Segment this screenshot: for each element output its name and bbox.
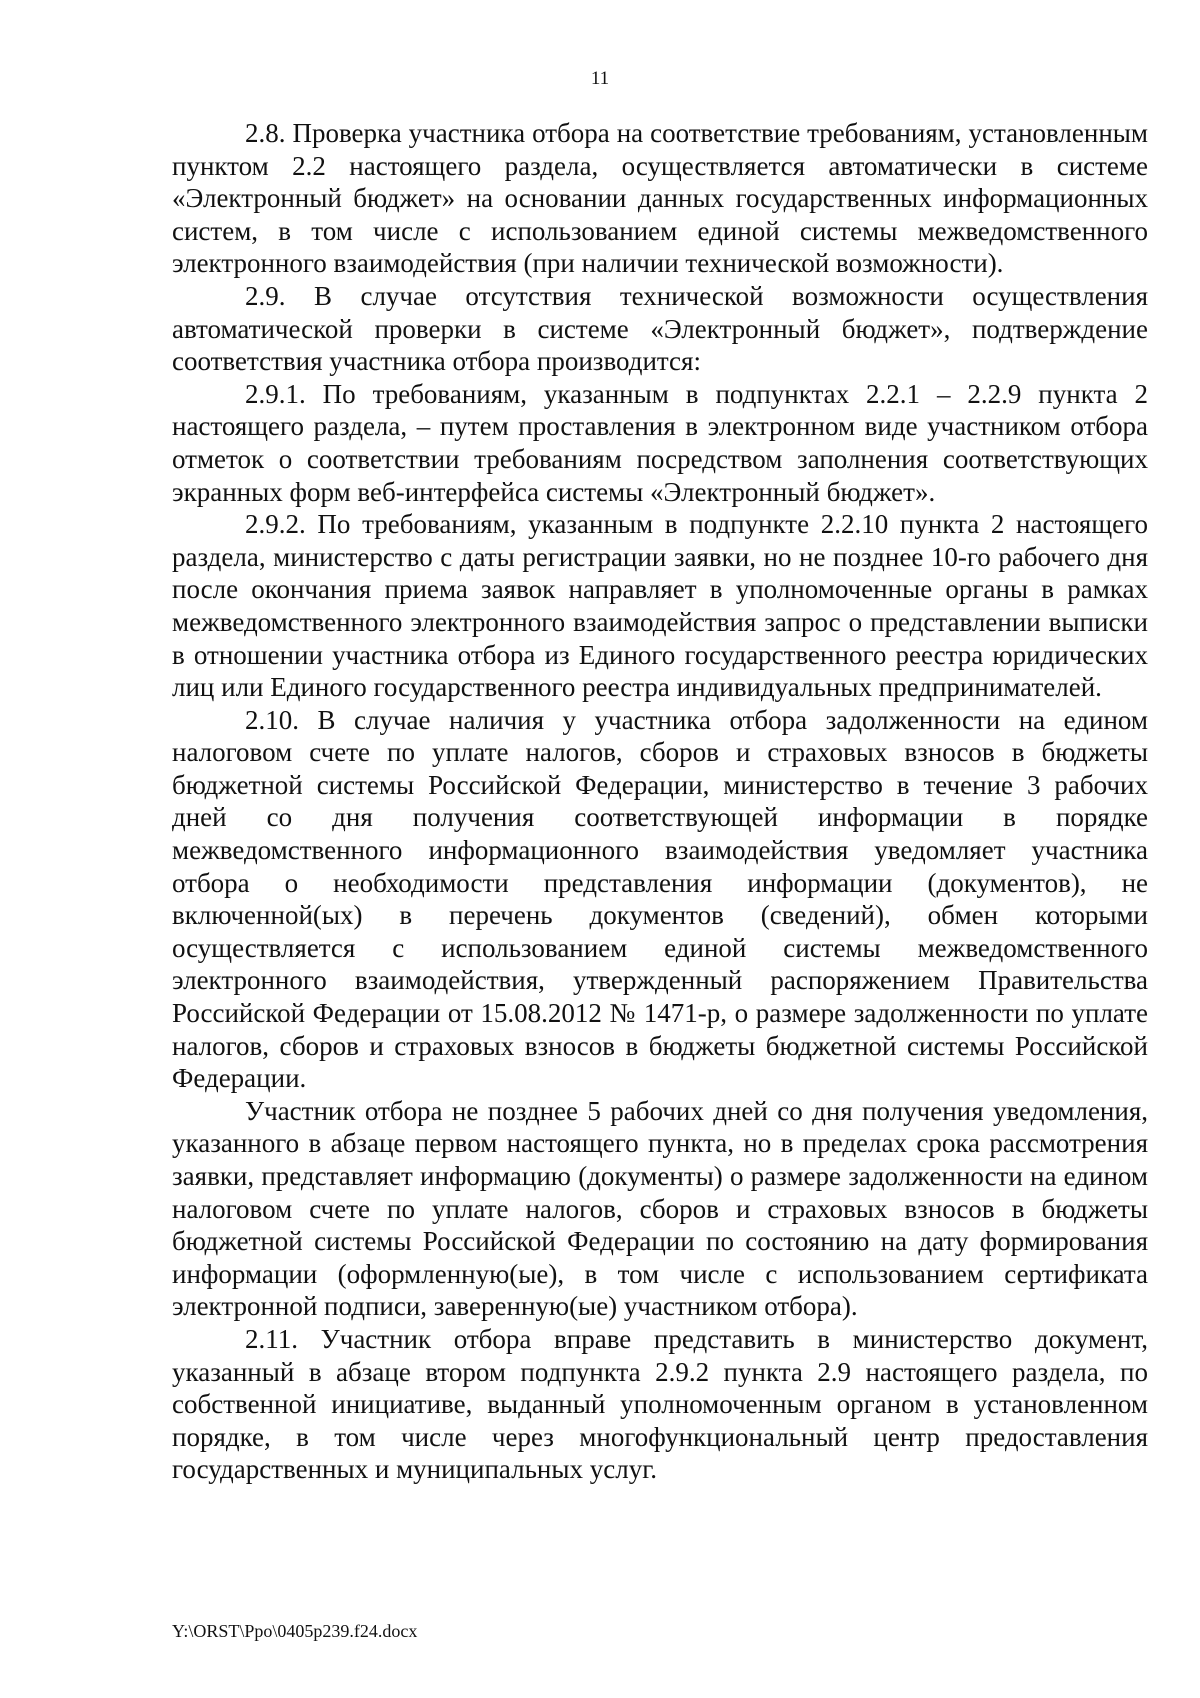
paragraph-2-9: 2.9. В случае отсутствия технической возможности осуществления автоматической проверки в системе «Электронный бюджет», подтверждение соответствия участника отбора производится:	[172, 280, 1148, 377]
paragraph-2-9-1: 2.9.1. По требованиям, указанным в подпунктах 2.2.1 – 2.2.9 пункта 2 настоящего раздела, – путем проставления в электронном виде участником отбора отметок о соответствии требованиям посредством заполнения соответствующих экранных форм веб-интерфейса системы «Электронный бюджет».	[172, 378, 1148, 507]
paragraph-2-11: 2.11. Участник отбора вправе представить в министерство документ, указанный в абзаце втором подпункта 2.9.2 пункта 2.9 настоящего раздела, по собственной инициативе, выданный уполномоченным органом в установленном порядке, в том числе через многофункциональный центр предоставления государственных и муниципальных услуг.	[172, 1323, 1148, 1485]
paragraph-2-10: 2.10. В случае наличия у участника отбора задолженности на едином налоговом счете по уплате налогов, сборов и страховых взносов в бюджеты бюджетной системы Российской Федерации, министерство в течение 3 рабочих дней со дня получения соответствующей информации в порядке межведомственного информационного взаимодействия уведомляет участника отбора о необходимости представления информации (документов), не включенной(ых) в перечень документов (сведений), обмен которыми осуществляется с использованием единой системы межведомственного электронного взаимодействия, утвержденный распоряжением Правительства Российской Федерации от 15.08.2012 № 1471-р, о размере задолженности по уплате налогов, сборов и страховых взносов в бюджеты бюджетной системы Российской Федерации.	[172, 704, 1148, 1094]
page-number: 11	[590, 68, 610, 89]
document-body	[172, 117, 1148, 1486]
footer-file-path: Y:\ORST\Ppo\0405p239.f24.docx	[172, 1621, 418, 1641]
paragraph-2-8: 2.8. Проверка участника отбора на соответствие требованиям, установленным пунктом 2.2 настоящего раздела, осуществляется автоматически в системе «Электронный бюджет» на основании данных государственных информационных систем, в том числе с использованием единой системы межведомственного электронного взаимодействия (при наличии технической возможности).	[172, 118, 1148, 279]
paragraph-2-9-2: 2.9.2. По требованиям, указанным в подпункте 2.2.10 пункта 2 настоящего раздела, министерство с даты регистрации заявки, но не позднее 10-го рабочего дня после окончания приема заявок направляет в уполномоченные органы в рамках межведомственного электронного взаимодействия запрос о представлении выписки в отношении участника отбора из Единого государственного реестра юридических лиц или Единого государственного реестра индивидуальных предпринимателей.	[172, 509, 1148, 703]
paragraph-2-10-second: Участник отбора не позднее 5 рабочих дней со дня получения уведомления, указанного в абзаце первом настоящего пункта, но в пределах срока рассмотрения заявки, представляет информацию (документы) о размере задолженности на едином налоговом счете по уплате налогов, сборов и страховых взносов в бюджеты бюджетной системы Российской Федерации по состоянию на дату формирования информации (оформленную(ые), в том числе с использованием сертификата электронной подписи, заверенную(ые) участником отбора).	[172, 1095, 1148, 1322]
